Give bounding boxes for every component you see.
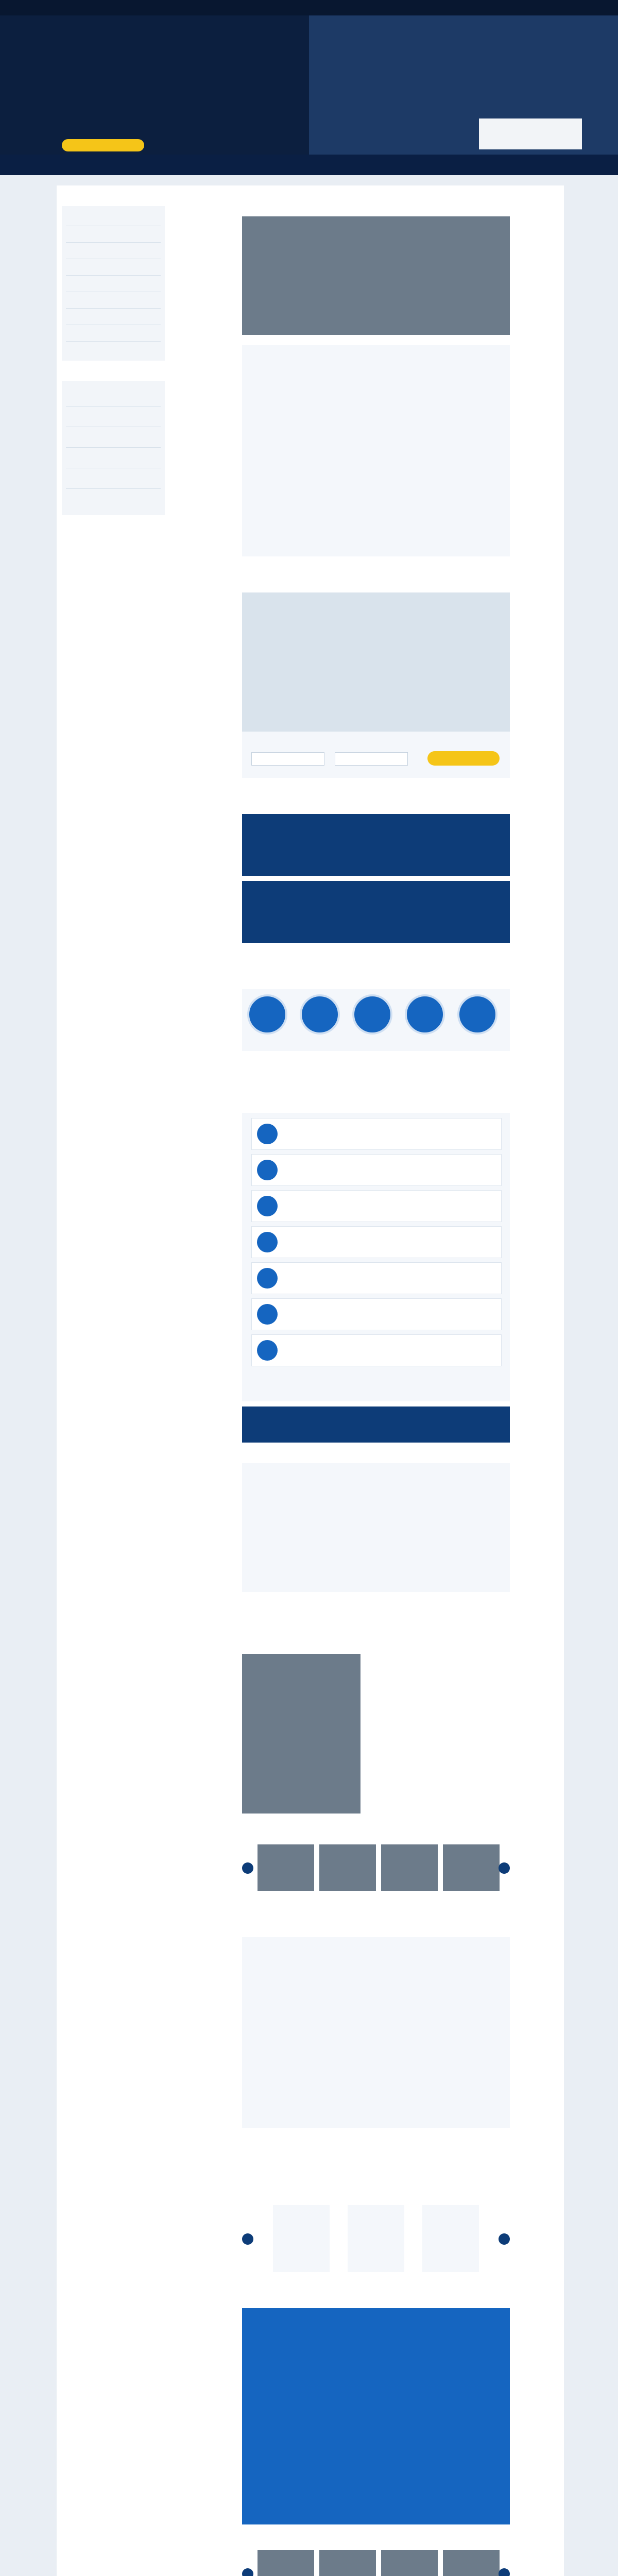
sidebar-link[interactable] — [66, 392, 161, 406]
arrow-left-icon[interactable] — [242, 2568, 253, 2576]
slide[interactable] — [319, 2550, 376, 2576]
arrow-left-icon[interactable] — [242, 2233, 253, 2245]
slide[interactable] — [443, 2550, 500, 2576]
sidebar-item[interactable] — [66, 261, 161, 276]
form-field[interactable] — [251, 752, 324, 766]
section-heading — [242, 969, 510, 981]
arrow-right-icon[interactable] — [499, 2568, 510, 2576]
item-icon — [257, 1160, 278, 1180]
item-icon — [257, 1304, 278, 1325]
form-field[interactable] — [335, 752, 408, 766]
submit-button[interactable] — [427, 751, 500, 766]
certificate[interactable] — [273, 2205, 330, 2272]
section-heading — [242, 572, 510, 584]
nav-item[interactable] — [474, 161, 505, 169]
sidebar-item[interactable] — [66, 211, 161, 226]
certificate[interactable] — [348, 2205, 404, 2272]
header-contacts — [170, 3, 304, 13]
sidebar-item[interactable] — [66, 228, 161, 243]
arrow-left-icon[interactable] — [242, 1862, 253, 1874]
list-item — [251, 1262, 502, 1294]
nav-item[interactable] — [252, 161, 283, 169]
item-icon — [257, 1124, 278, 1144]
map[interactable] — [242, 592, 510, 732]
professionals-section — [242, 2308, 510, 2524]
scheme-icon[interactable] — [457, 994, 497, 1035]
gallery-slider — [242, 2550, 510, 2576]
hero-price-badge — [479, 118, 582, 149]
calc-form — [242, 732, 510, 778]
slide[interactable] — [258, 2550, 314, 2576]
slide[interactable] — [319, 1844, 376, 1891]
list-item — [251, 1226, 502, 1258]
slide[interactable] — [381, 1844, 438, 1891]
sidebar — [62, 206, 165, 526]
sidebar-item[interactable] — [66, 327, 161, 342]
scheme-icon[interactable] — [247, 994, 287, 1035]
certificate[interactable] — [422, 2205, 479, 2272]
nav-item[interactable] — [118, 161, 149, 169]
hero-title — [62, 36, 288, 77]
section-heading — [242, 2190, 510, 2202]
section-heading — [242, 1618, 510, 1630]
arrow-right-icon[interactable] — [499, 1862, 510, 1874]
sidebar-link[interactable] — [66, 453, 161, 468]
arrow-right-icon[interactable] — [499, 2233, 510, 2245]
water-supply-panel — [242, 1463, 510, 1592]
equipment-slider — [242, 1844, 510, 1896]
section-heading — [242, 2535, 510, 2547]
turnkey-row — [242, 814, 510, 876]
certificates-slider — [242, 2205, 510, 2277]
section-heading — [242, 1922, 510, 1934]
scheme-icon[interactable] — [352, 994, 392, 1035]
sidebar-item[interactable] — [66, 277, 161, 292]
section-heading — [242, 1829, 510, 1841]
hero-subtitle — [62, 82, 288, 98]
nav-item[interactable] — [407, 161, 438, 169]
turnkey-row — [242, 881, 510, 943]
scheme-icon[interactable] — [300, 994, 340, 1035]
list-item — [251, 1190, 502, 1222]
nav-item[interactable] — [319, 161, 360, 169]
list-item — [251, 1298, 502, 1330]
sidebar-link[interactable] — [66, 474, 161, 489]
sidebar-item[interactable] — [66, 244, 161, 259]
slide[interactable] — [258, 1844, 314, 1891]
item-icon — [257, 1268, 278, 1289]
scheme-icon[interactable] — [405, 994, 445, 1035]
section-heading — [242, 1072, 510, 1084]
list-item — [251, 1334, 502, 1366]
hero — [0, 0, 618, 170]
sidebar-link[interactable] — [66, 412, 161, 427]
list-item — [251, 1154, 502, 1186]
hero-cta-button[interactable] — [62, 139, 144, 151]
sidebar-item[interactable] — [66, 310, 161, 325]
sidebar-link[interactable] — [66, 433, 161, 448]
logo[interactable] — [49, 2, 95, 13]
top-bar — [0, 0, 618, 15]
slide[interactable] — [443, 1844, 500, 1891]
sidebar-box — [62, 381, 165, 515]
intro-info-grid — [242, 345, 510, 556]
advantages-grid — [242, 1937, 510, 2128]
sidebar-item[interactable] — [66, 294, 161, 309]
cost-factor-list — [242, 1113, 510, 1401]
process-photo — [242, 1654, 360, 1814]
item-icon — [257, 1232, 278, 1252]
item-icon — [257, 1196, 278, 1216]
section-heading — [242, 793, 510, 806]
main-nav — [0, 155, 618, 175]
hero-form — [62, 103, 288, 134]
schemes-row — [242, 989, 510, 1051]
list-item — [251, 1118, 502, 1150]
sidebar-menu — [62, 206, 165, 361]
intro-photo — [242, 216, 510, 335]
item-icon — [257, 1340, 278, 1361]
nav-item[interactable] — [185, 161, 216, 169]
slide[interactable] — [381, 2550, 438, 2576]
section-heading — [242, 196, 510, 208]
notice-banner — [242, 1406, 510, 1443]
